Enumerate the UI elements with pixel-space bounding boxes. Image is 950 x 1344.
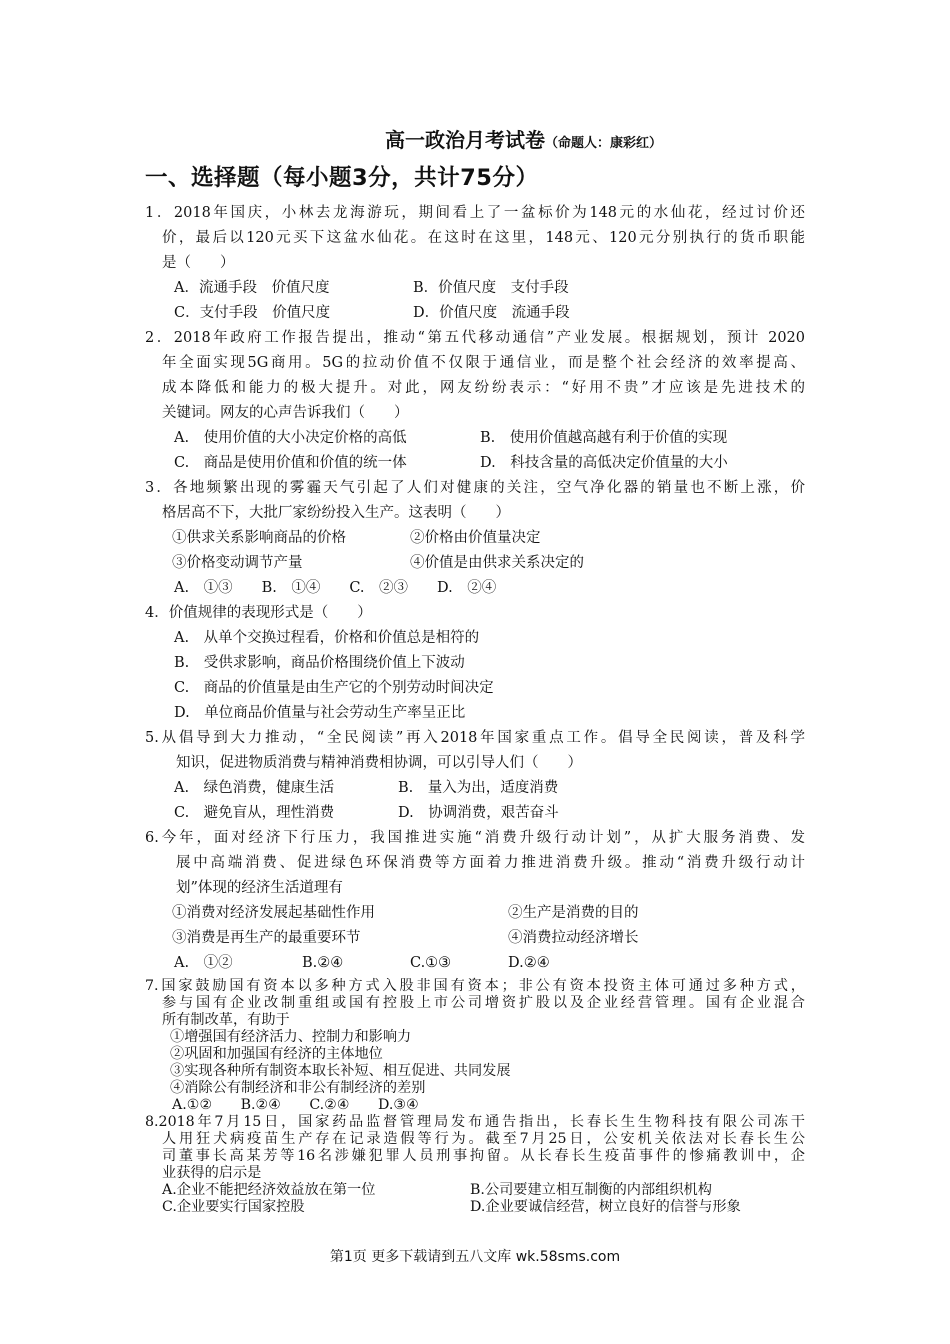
question-stem-line: 成本降低和能力的极大提升。对此，网友纷纷表示：“好用不贵”才应该是先进技术的: [162, 380, 805, 396]
statement-3: ③价格变动调节产量: [172, 555, 303, 571]
question-stem-line: 人用狂犬病疫苗生产存在记录造假等行为。截至7月25日，公安机关依法对长春长生公: [162, 1131, 805, 1147]
option-a: A. 从单个交换过程看，价格和价值总是相符的: [174, 630, 480, 646]
question-stem-line: 7.国家鼓励国有资本以多种方式入股非国有资本；非公有资本投资主体可通过多种方式，: [145, 978, 805, 994]
option-b: B. 受供求影响，商品价格围绕价值上下波动: [174, 655, 465, 671]
question-stem-line: 5.从倡导到大力推动，“全民阅读”再入2018年国家重点工作。倡导全民阅读，普及科学: [145, 730, 805, 746]
statement-1: ①供求关系影响商品的价格: [172, 530, 346, 546]
option-c: C.①③: [410, 955, 452, 971]
option-c: C. 避免盲从，理性消费: [174, 805, 335, 821]
option-c: C．支付手段 价值尺度: [174, 305, 331, 321]
question-stem-line: 3．各地频繁出现的雾霾天气引起了人们对健康的关注，空气净化器的销量也不断上涨，价: [145, 480, 805, 496]
statement-2: ②生产是消费的目的: [508, 905, 639, 921]
question-stem-line: 是（ ）: [162, 255, 235, 271]
question-stem-line: 6.今年，面对经济下行压力，我国推进实施“消费升级行动计划”，从扩大服务消费、发: [145, 830, 805, 846]
question-stem-line: 知识，促进物质消费与精神消费相协调，可以引导人们（ ）: [176, 755, 582, 771]
option-d: D. 单位商品价值量与社会劳动生产率呈正比: [174, 705, 466, 721]
option-a: A．流通手段 价值尺度: [174, 280, 330, 296]
question-stem-line: 1．2018年国庆，小林去龙海游玩，期间看上了一盆标价为148元的水仙花，经过讨价还: [145, 205, 805, 221]
question-stem-line: 参与国有企业改制重组或国有控股上市公司增资扩股以及企业经营管理。国有企业混合: [162, 995, 805, 1011]
question-stem-line: 划”体现的经济生活道理有: [176, 880, 343, 896]
option-a: A. 使用价值的大小决定价格的高低: [174, 430, 407, 446]
title-text: 高一政治月考试卷: [385, 128, 545, 152]
option-d: D.企业要诚信经营，树立良好的信誉与形象: [470, 1199, 741, 1215]
question-stem-line: 8.2018年7月15日，国家药品监督管理局发布通告指出，长春长生生物科技有限公司冻干: [145, 1114, 805, 1130]
section-heading: 一、选择题（每小题3分，共计75分）: [145, 165, 539, 191]
question-stem-line: 所有制改革，有助于: [162, 1012, 290, 1028]
option-a: A. ①②: [174, 955, 233, 971]
answer-options: A. ①③ B. ①④ C. ②③ D. ②④: [174, 580, 497, 596]
statement-4: ④价值是由供求关系决定的: [410, 555, 584, 571]
option-c: C. 商品的价值量是由生产它的个别劳动时间决定: [174, 680, 494, 696]
option-d: D. 科技含量的高低决定价值量的大小: [480, 455, 728, 471]
author-note: （命题人：康彩红）: [545, 136, 663, 151]
question-stem-line: 4．价值规律的表现形式是（ ）: [145, 605, 372, 621]
option-b: B．价值尺度 支付手段: [413, 280, 569, 296]
option-d: D．价值尺度 流通手段: [413, 305, 570, 321]
option-d: D.②④: [508, 955, 550, 971]
option-a: A. 绿色消费，健康生活: [174, 780, 335, 796]
question-stem-line: 价，最后以120元买下这盆水仙花。在这时在这里，148元、120元分别执行的货币职能: [162, 230, 805, 246]
statement-3: ③实现各种所有制资本取长补短、相互促进、共同发展: [170, 1063, 511, 1079]
question-stem-line: 年全面实现5G商用。5G的拉动价值不仅限于通信业，而是整个社会经济的效率提高、: [162, 355, 805, 371]
page-footer: 第1页 更多下载请到五八文库 wk.58sms.com: [329, 1249, 621, 1265]
option-b: B.公司要建立相互制衡的内部组织机构: [470, 1182, 712, 1198]
statement-3: ③消费是再生产的最重要环节: [172, 930, 361, 946]
option-b: B.②④: [302, 955, 344, 971]
exam-title: [385, 124, 662, 153]
option-d: D. 协调消费，艰苦奋斗: [398, 805, 559, 821]
statement-1: ①消费对经济发展起基础性作用: [172, 905, 375, 921]
answer-options: A.①② B.②④ C.②④ D.③④: [172, 1097, 419, 1113]
question-stem-line: 展中高端消费、促进绿色环保消费等方面着力推进消费升级。推动“消费升级行动计: [176, 855, 805, 871]
option-a: A.企业不能把经济效益放在第一位: [162, 1182, 376, 1198]
option-b: B. 使用价值越高越有利于价值的实现: [480, 430, 728, 446]
question-stem-line: 业获得的启示是: [162, 1165, 262, 1181]
option-c: C.企业要实行国家控股: [162, 1199, 305, 1215]
question-stem-line: 格居高不下，大批厂家纷纷投入生产。这表明（ ）: [162, 505, 510, 521]
question-stem-line: 司董事长高某芳等16名涉嫌犯罪人员刑事拘留。从长春长生疫苗事件的惨痛教训中，企: [162, 1148, 805, 1164]
statement-2: ②巩固和加强国有经济的主体地位: [170, 1046, 383, 1062]
question-stem-line: 2．2018年政府工作报告提出，推动“第五代移动通信”产业发展。根据规划，预计 2020: [145, 330, 805, 346]
statement-2: ②价格由价值量决定: [410, 530, 541, 546]
question-stem-line: 关键词。网友的心声告诉我们（ ）: [162, 405, 409, 421]
statement-1: ①增强国有经济活力、控制力和影响力: [170, 1029, 412, 1045]
statement-4: ④消除公有制经济和非公有制经济的差别: [170, 1080, 426, 1096]
option-b: B. 量入为出，适度消费: [398, 780, 559, 796]
statement-4: ④消费拉动经济增长: [508, 930, 639, 946]
option-c: C. 商品是使用价值和价值的统一体: [174, 455, 407, 471]
